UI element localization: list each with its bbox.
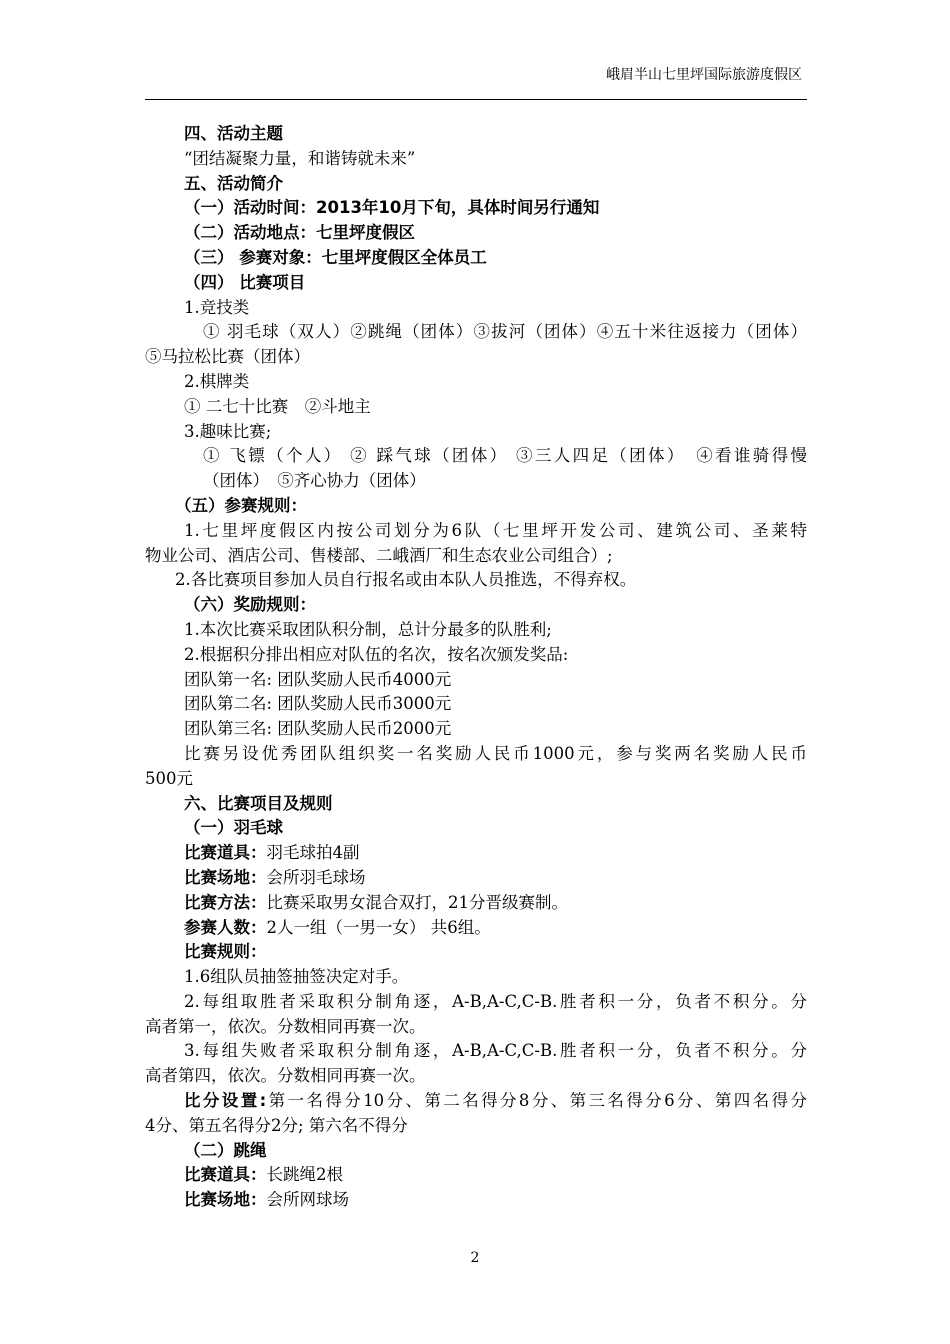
text-line	[145, 891, 807, 916]
field-value: 2人一组（一男一女） 共6组。	[266, 917, 491, 937]
text-line	[145, 1188, 807, 1213]
text-line: 高者第一，依次。分数相同再赛一次。	[145, 1016, 426, 1036]
text-line: 1.6组队员抽签抽签决定对手。	[184, 967, 409, 987]
text-line: （五）参赛规则：	[175, 495, 307, 515]
text-line	[145, 916, 807, 941]
text-line: 1.竞技类	[184, 297, 250, 317]
text-line: 2.每组取胜者采取积分制角逐，A-B,A-C,C-B.胜者积一分，负者不积分。分	[184, 991, 807, 1011]
text-line: 2.棋牌类	[184, 371, 250, 391]
text-line: 3.趣味比赛;	[184, 421, 272, 441]
text-line: 团队第一名: 团队奖励人民币4000元	[184, 669, 452, 689]
field-label: 比赛场地：	[184, 1190, 267, 1210]
text-line: （三） 参赛对象：七里坪度假区全体员工	[184, 247, 487, 267]
text-line	[145, 940, 807, 965]
field-label: 比赛规则：	[184, 942, 267, 962]
field-label: 比赛场地：	[184, 867, 267, 887]
text-line	[145, 1163, 807, 1188]
text-line: 3.每组失败者采取积分制角逐，A-B,A-C,C-B.胜者积一分，负者不积分。分	[184, 1041, 807, 1061]
field-label: 比赛道具：	[184, 1165, 267, 1185]
field-value: 比赛采取男女混合双打，21分晋级赛制。	[266, 892, 568, 912]
text-line: 团队第二名: 团队奖励人民币3000元	[184, 694, 452, 714]
text-line: 四、活动主题	[184, 124, 283, 143]
field-value: 羽毛球拍4副	[266, 843, 360, 863]
text-line: ① 二七十比赛 ②斗地主	[184, 396, 371, 416]
header-rule	[145, 99, 807, 100]
text-line: （六）奖励规则：	[184, 595, 316, 615]
text-line: ⑤马拉松比赛（团体）	[145, 347, 310, 367]
text-line: ① 羽毛球（双人）②跳绳（团体）③拔河（团体）④五十米往返接力（团体）	[203, 322, 807, 342]
text-line: （团体） ⑤齐心协力（团体）	[203, 471, 426, 491]
field-value: 长跳绳2根	[266, 1165, 343, 1185]
text-line: 2.各比赛项目参加人员自行报名或由本队人员推选，不得弃权。	[175, 570, 637, 590]
text-line: 六、比赛项目及规则	[184, 793, 333, 813]
field-label: 比赛道具：	[184, 843, 267, 863]
text-line	[145, 1089, 807, 1114]
page-header-title: 峨眉半山七里坪国际旅游度假区	[606, 67, 802, 83]
page-number: 2	[470, 1250, 480, 1266]
text-line: 1.本次比赛采取团队积分制，总计分最多的队胜利;	[184, 619, 552, 639]
text-line: （四） 比赛项目	[184, 272, 306, 292]
text-line: 1.七里坪度假区内按公司划分为6队（七里坪开发公司、建筑公司、圣莱特	[184, 520, 807, 540]
text-line: （一）活动时间：2013年10月下旬，具体时间另行通知	[184, 198, 600, 218]
text-line: ① 飞镖（个人） ② 踩气球（团体） ③三人四足（团体） ④看谁骑得慢	[203, 446, 807, 466]
text-line: 物业公司、酒店公司、售楼部、二峨酒厂和生态农业公司组合）;	[145, 545, 613, 565]
field-value: 会所羽毛球场	[266, 867, 366, 887]
field-label: 比赛方法：	[184, 892, 267, 912]
text-line: “团结凝聚力量，和谐铸就未来”	[184, 148, 416, 168]
text-line	[145, 866, 807, 891]
field-label: 参赛人数：	[184, 917, 267, 937]
document-body	[145, 122, 807, 1213]
text-line: 500元	[145, 768, 193, 788]
text-line	[145, 841, 807, 866]
text-line: 团队第三名: 团队奖励人民币2000元	[184, 719, 452, 739]
text-line: （一）羽毛球	[184, 818, 283, 838]
field-value: 第一名得分10分、第二名得分8分、第三名得分6分、第四名得分	[266, 1091, 807, 1111]
text-line: （二）跳绳	[184, 1140, 267, 1160]
field-value: 会所网球场	[266, 1190, 349, 1210]
text-line: 高者第四，依次。分数相同再赛一次。	[145, 1066, 426, 1086]
text-line: 五、活动简介	[184, 173, 283, 193]
text-line: 4分、第五名得分2分; 第六名不得分	[145, 1115, 408, 1135]
field-label: 比分设置:	[184, 1091, 267, 1111]
text-line: 比赛另设优秀团队组织奖一名奖励人民币1000元，参与奖两名奖励人民币	[184, 743, 807, 763]
text-line: 2.根据积分排出相应对队伍的名次，按名次颁发奖品:	[184, 644, 569, 664]
text-line: （二）活动地点：七里坪度假区	[184, 223, 415, 243]
